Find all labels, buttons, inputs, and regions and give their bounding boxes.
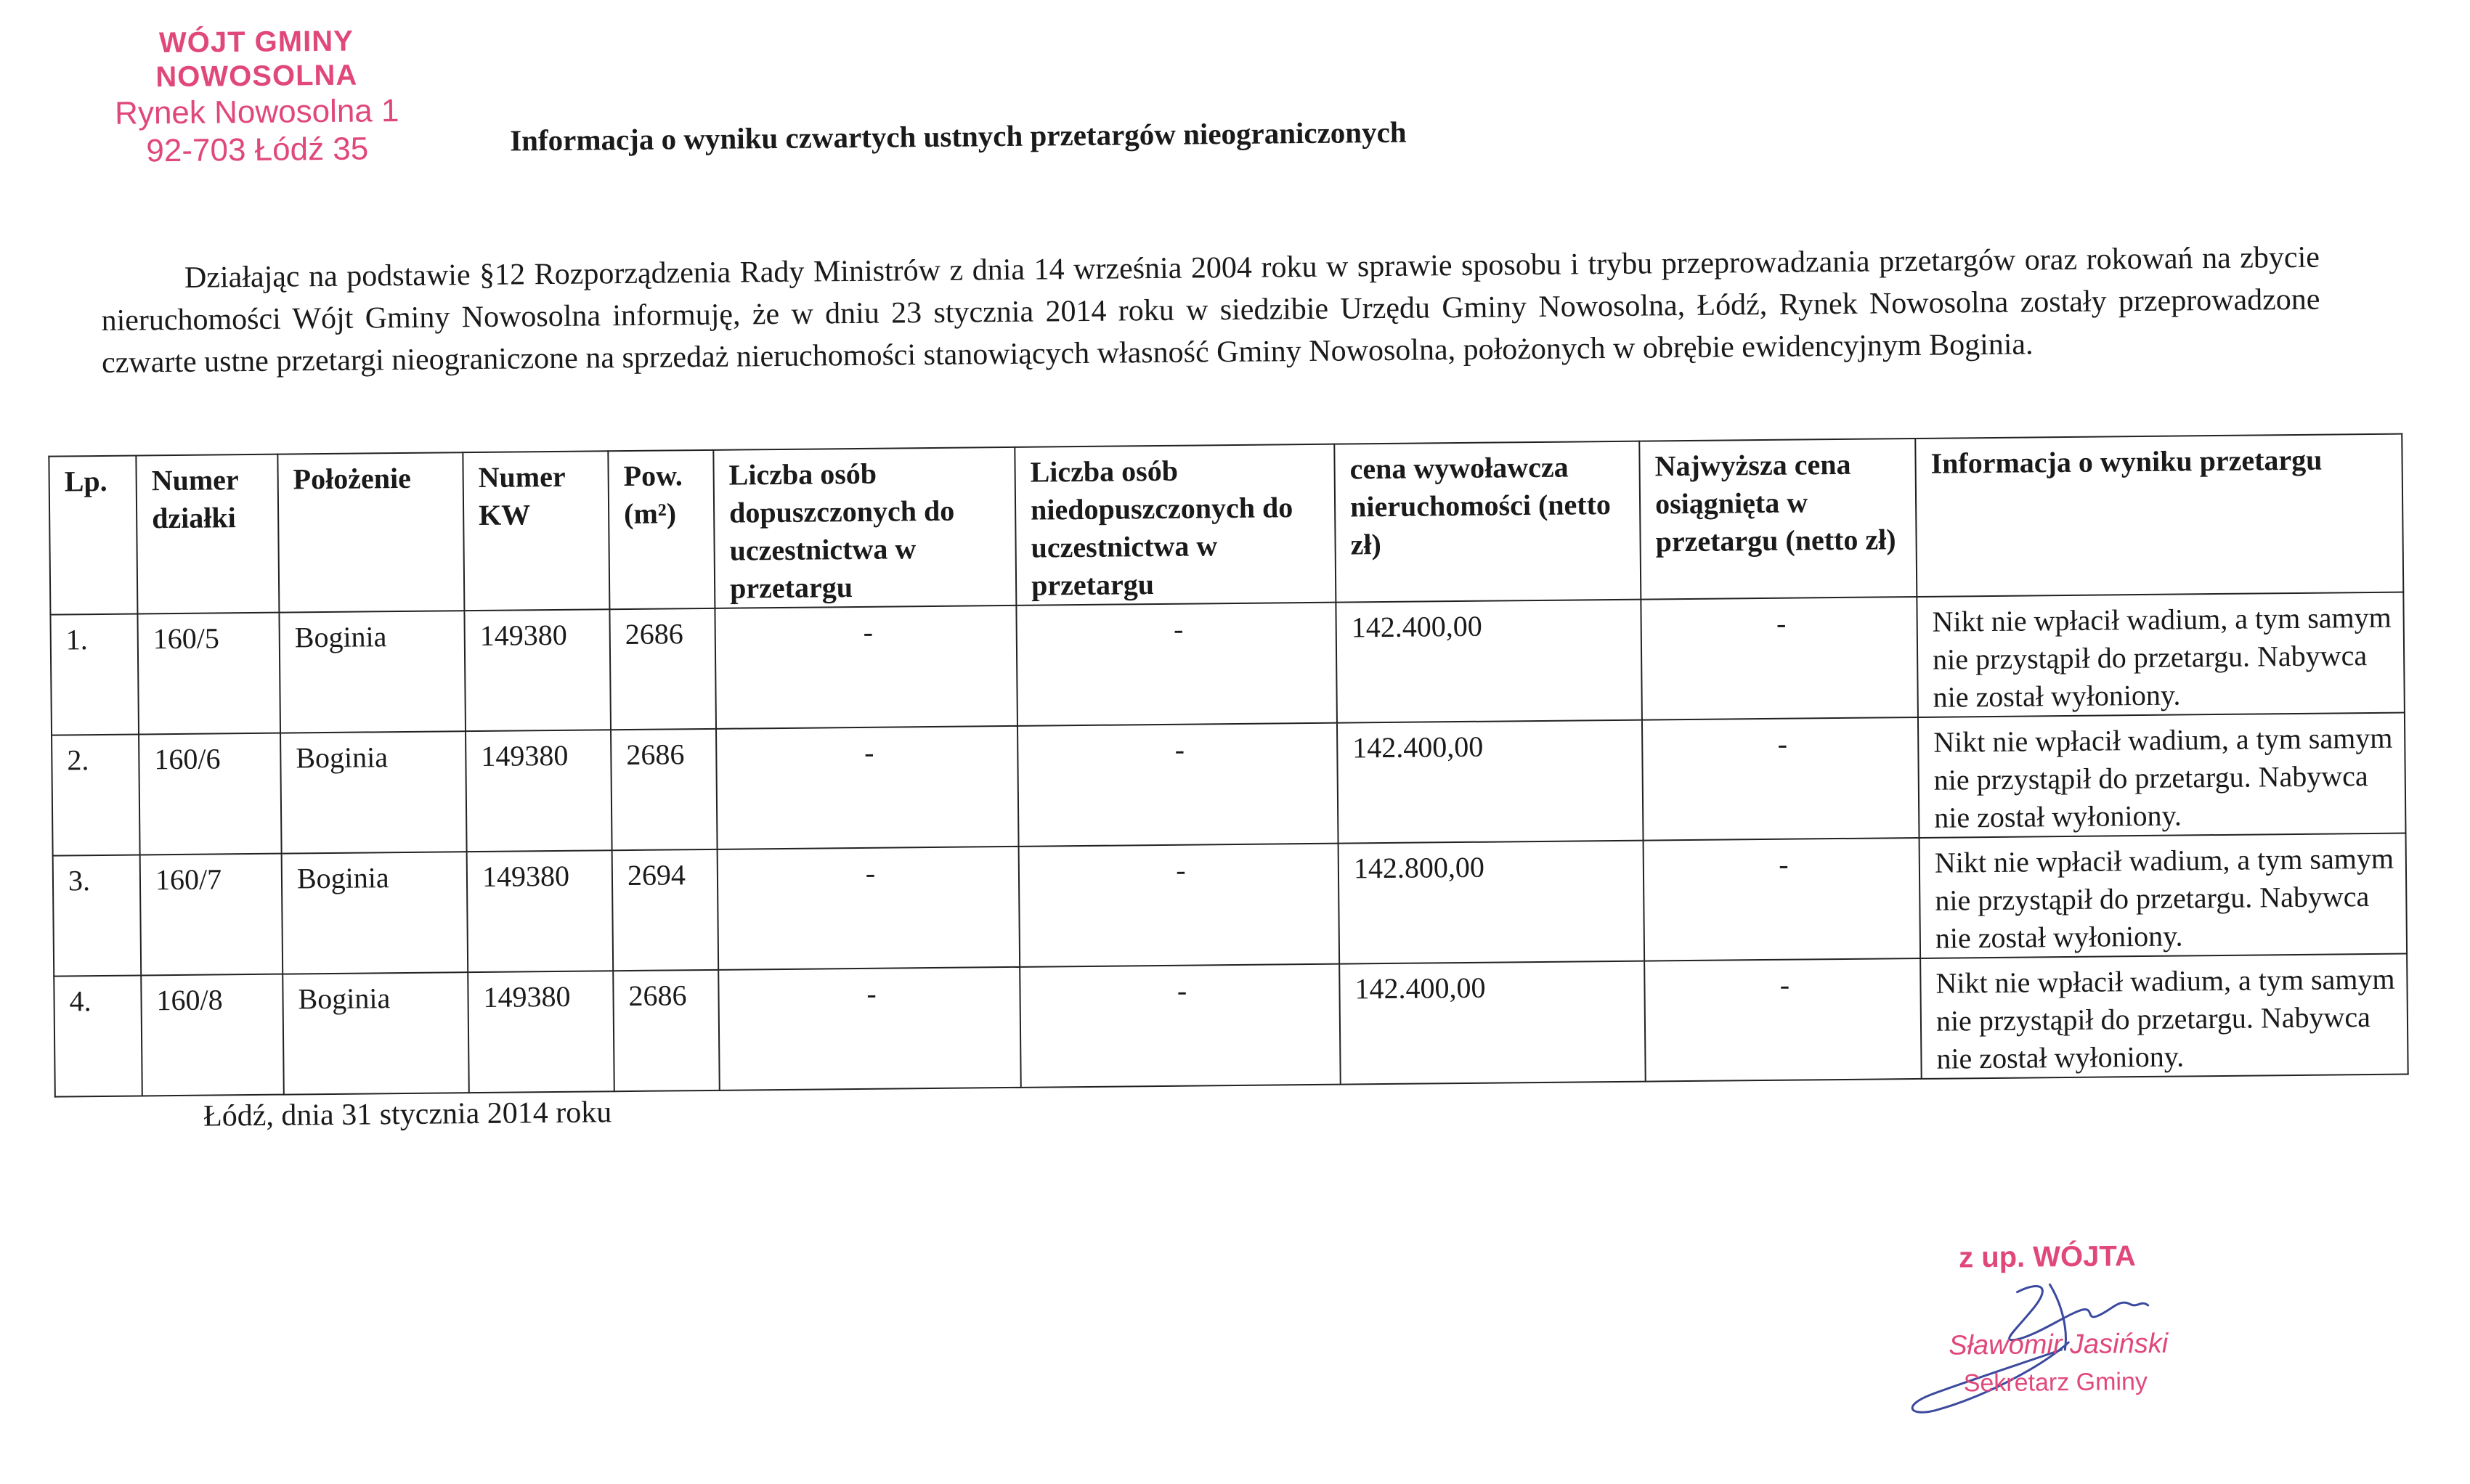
table-row	[52, 713, 2405, 856]
header-najwyzsza: Najwyższa cena osiągnięta w przetargu (netto zł)	[1639, 439, 1917, 600]
cell-dzialka: 160/6	[139, 733, 282, 855]
cell-dzialka: 160/8	[141, 974, 284, 1096]
cell-niedopuszczonych: -	[1016, 603, 1337, 726]
document-date: Łódź, dnia 31 stycznia 2014 roku	[203, 1096, 612, 1133]
cell-dopuszczonych: -	[716, 726, 1019, 849]
header-niedopuszczonych: Liczba osób niedopuszczonych do uczestnictwa w przetargu	[1015, 444, 1336, 606]
cell-pow: 2694	[612, 849, 719, 971]
results-table	[48, 433, 2408, 1098]
cell-lp: 2.	[52, 734, 140, 855]
cell-kw: 149380	[466, 730, 612, 852]
cell-niedopuszczonych: -	[1020, 964, 1341, 1088]
cell-najwyzsza: -	[1644, 958, 1922, 1082]
table-row	[53, 833, 2407, 977]
cell-pow: 2686	[609, 608, 716, 730]
signature-name: Sławomir Jasiński	[1949, 1328, 2169, 1361]
cell-niedopuszczonych: -	[1019, 844, 1340, 967]
header-cena: cena wywoławcza nieruchomości (netto zł)	[1334, 441, 1641, 603]
cell-najwyzsza: -	[1644, 838, 1921, 961]
header-pow: Pow. (m²)	[608, 450, 715, 609]
cell-dzialka: 160/5	[137, 613, 280, 735]
cell-cena: 142.400,00	[1336, 600, 1642, 723]
header-numer-kw: Numer KW	[463, 451, 609, 611]
header-polozenie: Położenie	[277, 452, 464, 612]
header-numer-dzialki: Numer działki	[136, 454, 279, 614]
cell-najwyzsza: -	[1642, 717, 1919, 841]
cell-kw: 149380	[464, 609, 611, 731]
cell-polozenie: Boginia	[282, 852, 468, 974]
cell-lp: 4.	[54, 975, 142, 1096]
cell-pow: 2686	[613, 970, 720, 1091]
cell-informacja: Nikt nie wpłacił wadium, a tym samym nie przystąpił do przetargu. Nabywca nie został wyłoniony.	[1920, 954, 2408, 1079]
cell-dopuszczonych: -	[718, 967, 1021, 1090]
table-row	[50, 592, 2404, 735]
cell-dopuszczonych: -	[715, 606, 1017, 729]
cell-cena: 142.400,00	[1339, 961, 1646, 1085]
cell-informacja: Nikt nie wpłacił wadium, a tym samym nie przystąpił do przetargu. Nabywca nie został wyłoniony.	[1917, 592, 2405, 717]
cell-kw: 149380	[468, 971, 614, 1093]
office-stamp	[60, 23, 454, 171]
cell-polozenie: Boginia	[280, 731, 467, 853]
header-lp: Lp.	[49, 456, 137, 615]
stamp-line-1: WÓJT GMINY NOWOSOLNA	[155, 25, 358, 94]
stamp-line-3: 92-703 Łódź 35	[146, 131, 369, 169]
signature-role: Sekretarz Gminy	[1963, 1367, 2148, 1398]
cell-polozenie: Boginia	[283, 972, 469, 1094]
cell-informacja: Nikt nie wpłacił wadium, a tym samym nie przystąpił do przetargu. Nabywca nie został wyłoniony.	[1919, 833, 2408, 958]
cell-lp: 1.	[50, 613, 139, 735]
header-informacja: Informacja o wyniku przetargu	[1915, 434, 2403, 597]
table-row	[54, 954, 2408, 1097]
cell-dzialka: 160/7	[140, 854, 283, 976]
cell-niedopuszczonych: -	[1017, 723, 1338, 847]
document-title: Informacja o wyniku czwartych ustnych przetargów nieograniczonych	[509, 115, 1407, 158]
signature-title: z up. WÓJTA	[1958, 1240, 2136, 1274]
intro-paragraph: Działając na podstawie §12 Rozporządzenia Rady Ministrów z dnia 14 września 2004 roku w sprawie sposobu i trybu przeprowadzania przetargów oraz rokowań na zbycie nieruchomości Wójt Gminy Nowosolna informuję, że w dniu 23 stycznia 2014 roku w siedzibie Urzędu Gminy Nowosolna, Łódź, Rynek Nowosolna zostały przeprowadzone czwarte ustne przetargi nieograniczone na sprzedaż nieruchomości stanowiących własność Gminy Nowosolna, położonych w obrębie ewidencyjnym Boginia.	[101, 240, 2320, 380]
cell-lp: 3.	[53, 855, 142, 976]
header-dopuszczonych: Liczba osób dopuszczonych do uczestnictwa w przetargu	[713, 447, 1016, 608]
table-header-row	[49, 434, 2403, 615]
cell-najwyzsza: -	[1641, 597, 1918, 720]
cell-pow: 2686	[611, 729, 718, 850]
cell-dopuszczonych: -	[718, 847, 1020, 970]
signature-block	[1850, 1239, 2258, 1424]
cell-polozenie: Boginia	[279, 611, 466, 733]
cell-informacja: Nikt nie wpłacił wadium, a tym samym nie przystąpił do przetargu. Nabywca nie został wyłoniony.	[1918, 713, 2406, 838]
cell-cena: 142.400,00	[1337, 720, 1644, 844]
cell-cena: 142.800,00	[1338, 841, 1645, 964]
stamp-line-2: Rynek Nowosolna 1	[114, 93, 399, 132]
cell-kw: 149380	[467, 850, 614, 972]
